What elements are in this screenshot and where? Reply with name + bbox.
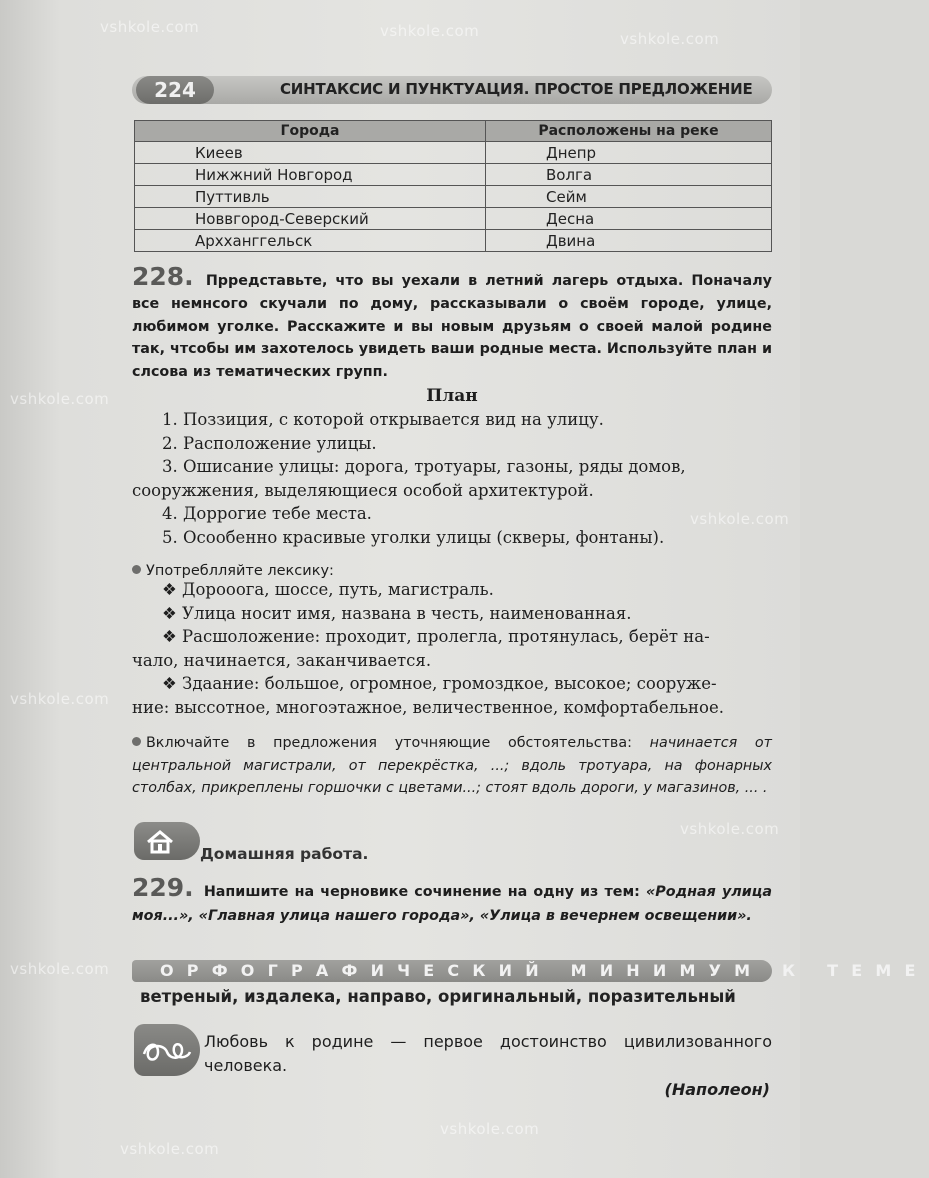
watermark: vshkole.com (620, 30, 720, 48)
table-row (135, 208, 772, 230)
watermark: vshkole.com (680, 820, 780, 838)
plan-item: 4. Доррогие тебе места. (162, 504, 372, 523)
lexicon-line: ❖ Дорооога, шоссе, путь, магистраль. (162, 580, 494, 599)
table-cell: Десна (486, 208, 772, 230)
cities-rivers-table (134, 120, 772, 252)
lexicon-line: чало, начинается, заканчивается. (132, 650, 432, 670)
exercise-number: 228. (132, 262, 194, 291)
circumstances-examples: начинается от центральной магистрали, от перекрёстка, ...; вдоль тротуара, на фонарных столбах, прикреплены горшочки с цветами...; стоят вдоль дороги, у магазинов, ... . (132, 735, 772, 796)
table-header-cell: Расположены на реке (486, 121, 772, 142)
table-cell: Архханггельск (135, 230, 486, 252)
watermark: vshkole.com (100, 18, 200, 36)
circumstances-note (132, 732, 772, 800)
table-header-cell: Города (135, 121, 486, 142)
table-cell: Путтивль (135, 186, 486, 208)
plan-item: сооружжения, выделяющиеся особой архитектурой. (132, 480, 594, 500)
table-row (135, 230, 772, 252)
table-row (135, 186, 772, 208)
homework-label: Домашняя работа. (200, 845, 369, 863)
house-icon-glyph (134, 822, 200, 860)
table-row (135, 142, 772, 164)
quote-author: (Наполеон) (664, 1080, 770, 1099)
page-number: 224 (136, 76, 214, 104)
exercise-text: Прредставьте, что вы уехали в летний лагерь отдыха. Поначалу все немнсого скучали по дому, рассказывали о своём городе, улице, любимом уголке. Расскажите и вы новым друзьям о своей малой родине так, чтсобы им захотелось увидеть ваши родные места. Используйте план и слсова из тематических групп. (132, 273, 772, 381)
exercise-228 (132, 262, 772, 384)
table-row (135, 164, 772, 186)
watermark: vshkole.com (380, 22, 480, 40)
plan-item: 3. Ошисание улицы: дорога, тротуары, газоны, ряды домов, (162, 457, 686, 476)
bullet-icon (132, 737, 141, 746)
lexicon-line: ❖ Здаание: большое, огромное, громоздкое, высокое; сооруже- (162, 674, 717, 693)
bullet-icon (132, 565, 141, 574)
watermark: vshkole.com (690, 510, 790, 528)
table-header-row (135, 121, 772, 142)
quote-text: Любовь к родине — первое достоинство цивилизованного человека. (204, 1032, 772, 1075)
watermark: vshkole.com (440, 1120, 540, 1138)
exercise-topics: «Родная улица моя...», «Главная улица нашего города», «Улица в вечернем освещении». (132, 884, 772, 924)
table-cell: Волга (486, 164, 772, 186)
lexicon-line: ❖ Расшоложение: проходит, пролегла, протянулась, берёт на- (162, 627, 710, 646)
circumstances-lead: Включайте в предложения уточняющие обстоятельства: (146, 735, 650, 751)
plan-item: 5. Осообенно красивые уголки улицы (скверы, фонтаны). (162, 527, 665, 547)
watermark: vshkole.com (10, 390, 110, 408)
chapter-title: СИНТАКСИС И ПУНКТУАЦИЯ. ПРОСТОЕ ПРЕДЛОЖЕНИЕ (280, 80, 753, 98)
plan-list (132, 408, 772, 549)
table-cell: Двина (486, 230, 772, 252)
table-cell: Сейм (486, 186, 772, 208)
lexicon-line: ние: выссотное, многоэтажное, величественное, комфортабельное. (132, 697, 725, 717)
plan-title: План (426, 386, 478, 406)
house-icon (134, 822, 200, 860)
watermark: vshkole.com (10, 690, 110, 708)
exercise-229 (132, 873, 772, 928)
table-cell: Нижжний Новгород (135, 164, 486, 186)
orthography-title: ОРФОГРАФИЧЕСКИЙ МИНИМУМ К ТЕМЕ (160, 961, 929, 980)
exercise-number: 229. (132, 873, 194, 902)
lexicon-list (132, 578, 772, 719)
exercise-lead: Напишите на черновике сочинение на одну из тем: (203, 884, 646, 900)
ornament-icon (134, 1024, 200, 1076)
orthography-words: ветреный, издалека, направо, оригинальный, поразительный (140, 987, 736, 1006)
lexicon-line: ❖ Улица носит имя, названа в честь, наименованная. (162, 603, 632, 623)
table-cell: Днепр (486, 142, 772, 164)
watermark: vshkole.com (120, 1140, 220, 1158)
plan-item: 2. Расположение улицы. (162, 433, 377, 453)
watermark: vshkole.com (10, 960, 110, 978)
lexicon-intro-text: Употреблляйте лексику: (146, 563, 334, 579)
ornament-icon-glyph (134, 1024, 200, 1076)
table-cell: Киеев (135, 142, 486, 164)
table-cell: Новвгород-Северский (135, 208, 486, 230)
plan-item: 1. Поззиция, с которой открывается вид на улицу. (162, 410, 604, 429)
